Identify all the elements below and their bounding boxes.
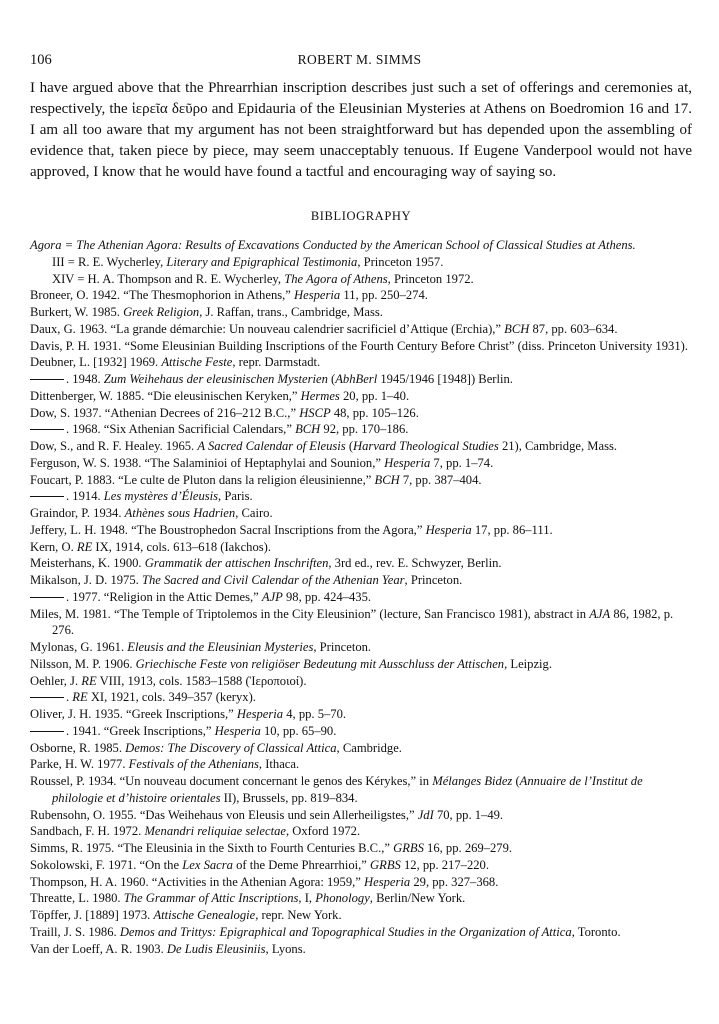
bibliography-entry: [30, 555, 692, 572]
entry-text: , I,: [298, 891, 316, 906]
bibliography-list: [30, 237, 692, 957]
entry-text: 98, pp. 424–435.: [282, 589, 372, 604]
italic-title: Hesperia: [236, 707, 284, 721]
bibliography-entry: [30, 840, 692, 857]
bibliography-entry: [30, 522, 692, 539]
italic-title: Demos and Trittys: Epigraphical and Topographical Studies in the Organization of Attica: [119, 924, 572, 939]
entry-text: 21), Cambridge, Mass.: [498, 439, 618, 453]
entry-text: 17, pp. 86–111.: [471, 522, 553, 537]
italic-title: Attische Genealogie: [153, 908, 256, 922]
entry-text: 10, pp. 65–90.: [260, 723, 337, 738]
bibliography-entry: [30, 405, 692, 422]
entry-text: Mylonas, G. 1961.: [30, 640, 128, 654]
bibliography-entry: [30, 773, 692, 807]
entry-text: , Cambridge.: [336, 740, 402, 755]
italic-title: AbhBerl: [335, 372, 378, 386]
italic-title: BCH: [295, 422, 321, 437]
entry-text: , repr. New York.: [255, 908, 342, 922]
entry-text: Parke, H. W. 1977.: [30, 757, 129, 772]
bibliography-entry: [30, 589, 692, 606]
entry-text: Dittenberger, W. 1885. “Die eleusinischen Keryken,”: [30, 388, 301, 403]
entry-text: , Leipzig.: [504, 656, 553, 671]
entry-text: , Cairo.: [235, 506, 273, 520]
entry-text: 29, pp. 327–368.: [410, 874, 499, 889]
bibliography-subentry: [30, 271, 692, 288]
running-head: [30, 52, 689, 72]
italic-title: Menandri reliquiae selectae: [144, 824, 286, 839]
ditto-dash: [30, 727, 66, 737]
bibliography-entry: [30, 321, 692, 338]
entry-text: , Princeton.: [404, 573, 463, 587]
italic-title: HSCP: [299, 405, 331, 420]
italic-title: The Agora of Athens: [284, 271, 388, 286]
italic-title: Hesperia: [384, 455, 431, 470]
entry-text: . 1948.: [66, 372, 104, 386]
entry-text: , Paris.: [218, 489, 253, 504]
entry-text: 16, pp. 269–279.: [423, 841, 513, 855]
bibliography-entry: [30, 874, 692, 891]
entry-text: . 1968. “Six Athenian Sacrificial Calendars,”: [66, 422, 296, 437]
entry-text: , Lyons.: [265, 941, 306, 956]
italic-title: Annuaire de l’Institut de philologie et d’histoire orientales: [52, 774, 643, 805]
italic-title: Hermes: [300, 388, 340, 403]
italic-title: A Sacred Calendar of Eleusis: [197, 439, 346, 453]
bibliography-entry: [30, 572, 692, 589]
entry-text: , J. Raffan, trans., Cambridge, Mass.: [199, 305, 383, 319]
entry-text: Burkert, W. 1985.: [30, 305, 124, 319]
italic-title: Attische Feste: [161, 355, 233, 370]
bibliography-entry: [30, 673, 692, 690]
entry-text: Rubensohn, O. 1955. “Das Weihehaus von Eleusis und sein Allerheiligstes,”: [30, 807, 418, 822]
entry-text: Davis, P. H. 1931. “Some Eleusinian Building Inscriptions of the Fourth Century Before Christ” (diss. Princeton University 1931).: [30, 338, 688, 353]
entry-text: Threatte, L. 1980.: [30, 891, 124, 906]
entry-text: , Ithaca.: [258, 757, 300, 772]
ditto-dash: [30, 593, 66, 603]
bibliography-entry: [30, 639, 692, 656]
italic-title: Festivals of the Athenians: [128, 757, 259, 772]
bibliography-entry: [30, 890, 692, 907]
entry-text: Foucart, P. 1883. “Le culte de Pluton dans la religion éleusinienne,”: [30, 472, 375, 487]
entry-text: Dow, S. 1937. “Athenian Decrees of 216–212 B.C.,”: [30, 405, 300, 420]
entry-text: XI, 1921, cols. 349–357 (keryx).: [87, 690, 256, 705]
bibliography-entry: [30, 505, 692, 522]
entry-text: IX, 1914, cols. 613–618 (Iakchos).: [92, 539, 271, 554]
bibliography-entry: [30, 438, 692, 455]
bibliography-entry: [30, 740, 692, 757]
bibliography-entry: [30, 689, 692, 706]
italic-title: RE: [72, 690, 88, 705]
entry-text: 92, pp. 170–186.: [320, 422, 409, 437]
entry-text: . 1941. “Greek Inscriptions,”: [66, 723, 215, 738]
ditto-dash: [30, 425, 66, 435]
bibliography-entry: [30, 606, 692, 640]
italic-title: Zum Weihehaus der eleusinischen Mysterien: [103, 372, 328, 386]
italic-title: Lex Sacra: [182, 857, 233, 872]
italic-title: Mélanges Bidez: [432, 774, 513, 788]
entry-text: 7, pp. 1–74.: [430, 455, 494, 470]
entry-text: .: [66, 690, 73, 705]
bibliography-entry: [30, 924, 692, 941]
italic-title: Grammatik der attischen Inschriften: [144, 556, 329, 571]
entry-text: Thompson, H. A. 1960. “Activities in the Athenian Agora: 1959,”: [30, 874, 365, 889]
italic-title: Les mystères d’Éleusis: [103, 489, 219, 504]
ditto-dash: [30, 492, 66, 502]
italic-title: GRBS: [393, 841, 424, 855]
italic-title: RE: [81, 673, 97, 688]
italic-title: The Grammar of Attic Inscriptions: [123, 891, 299, 906]
bibliography-entry: [30, 706, 692, 723]
italic-title: Harvard Theological Studies: [353, 439, 499, 453]
entry-text: Jeffery, L. H. 1948. “The Boustrophedon Sacral Inscriptions from the Agora,”: [30, 522, 426, 537]
italic-title: JdI: [417, 807, 434, 822]
entry-text: (: [327, 372, 336, 386]
bibliography-entry: [30, 237, 692, 254]
italic-title: Hesperia: [425, 522, 472, 537]
entry-text: 4, pp. 5–70.: [283, 707, 347, 721]
entry-text: (: [345, 439, 354, 453]
italic-title: GRBS: [370, 857, 401, 872]
italic-title: Eleusis and the Eleusinian Mysteries: [127, 640, 314, 654]
entry-text: 12, pp. 217–220.: [400, 857, 489, 872]
entry-text: Daux, G. 1963. “La grande démarchie: Un nouveau calendrier sacrificiel d’Attique (Erchia),”: [30, 321, 505, 336]
entry-text: Mikalson, J. D. 1975.: [30, 573, 142, 587]
entry-text: 1945/1946 [1948]) Berlin.: [377, 372, 513, 386]
entry-text: , Princeton.: [313, 640, 372, 654]
italic-title: Literary and Epigraphical Testimonia: [166, 254, 358, 269]
bibliography-entry: [30, 455, 692, 472]
italic-title: Greek Religion: [123, 305, 200, 319]
bibliography-entry: [30, 388, 692, 405]
entry-text: 87, pp. 603–634.: [529, 321, 618, 336]
entry-text: . 1977. “Religion in the Attic Demes,”: [66, 589, 262, 604]
bibliography-heading: BIBLIOGRAPHY: [310, 209, 412, 223]
bibliography-entry: [30, 354, 692, 371]
bibliography-entry: [30, 421, 692, 438]
entry-text: Oehler, J.: [30, 673, 82, 688]
entry-text: 48, pp. 105–126.: [330, 405, 419, 420]
entry-text: Roussel, P. 1934. “Un nouveau document concernant le genos des Kérykes,” in: [30, 774, 433, 788]
bibliography-entry: [30, 907, 692, 924]
entry-text: Graindor, P. 1934.: [30, 506, 125, 520]
entry-text: XIV = H. A. Thompson and R. E. Wycherley,: [52, 271, 285, 286]
entry-text: Meisterhans, K. 1900.: [30, 556, 145, 571]
entry-text: II), Brussels, pp. 819–834.: [220, 790, 358, 805]
ditto-dash: [30, 375, 66, 385]
bibliography-entry: [30, 539, 692, 556]
italic-title: Demos: The Discovery of Classical Attica: [125, 740, 337, 755]
italic-title: Agora = The Athenian Agora: Results of Excavations Conducted by the American School of Classical Studies at Athens.: [30, 238, 636, 252]
page-number: 106: [30, 52, 52, 68]
italic-title: De Ludis Eleusiniis: [166, 941, 266, 956]
entry-text: , Princeton 1972.: [387, 271, 474, 286]
entry-text: Osborne, R. 1985.: [30, 740, 126, 755]
bibliography-entry: [30, 304, 692, 321]
bibliography-entry: [30, 857, 692, 874]
entry-text: Broneer, O. 1942. “The Thesmophorion in Athens,”: [30, 288, 295, 303]
entry-text: III = R. E. Wycherley,: [52, 254, 167, 269]
italic-title: AJP: [261, 589, 283, 604]
entry-text: (: [512, 774, 520, 788]
entry-text: Nilsson, M. P. 1906.: [30, 656, 136, 671]
entry-text: Simms, R. 1975. “The Eleusinia in the Sixth to Fourth Centuries B.C.,”: [30, 841, 394, 855]
italic-title: The Sacred and Civil Calendar of the Athenian Year: [141, 573, 405, 587]
bibliography-entry: [30, 823, 692, 840]
entry-text: Miles, M. 1981. “The Temple of Triptolemos in the City Eleusinion” (lecture, San Francisco 1981), abstract in: [30, 606, 590, 621]
bibliography-entry: [30, 287, 692, 304]
entry-text: 86, 1982, p. 276.: [52, 606, 674, 638]
entry-text: Kern, O.: [30, 539, 77, 554]
entry-text: , Princeton 1957.: [357, 254, 444, 269]
running-title: ROBERT M. SIMMS: [297, 52, 422, 67]
bibliography-subentry: [30, 254, 692, 271]
bibliography-entry: [30, 338, 692, 355]
entry-text: , 3rd ed., rev. E. Schwyzer, Berlin.: [328, 556, 502, 571]
italic-title: Athènes sous Hadrien: [124, 506, 236, 520]
bibliography-entry: [30, 723, 692, 740]
entry-text: , Berlin/New York.: [369, 891, 466, 906]
entry-text: Traill, J. S. 1986.: [30, 924, 120, 939]
entry-text: 20, pp. 1–40.: [339, 388, 410, 403]
entry-text: Oliver, J. H. 1935. “Greek Inscriptions,”: [30, 707, 237, 721]
entry-text: Dow, S., and R. F. Healey. 1965.: [30, 439, 198, 453]
entry-text: Deubner, L. [1932] 1969.: [30, 355, 162, 370]
entry-text: 70, pp. 1–49.: [433, 807, 504, 822]
bibliography-entry: [30, 756, 692, 773]
italic-title: Hesperia: [364, 874, 411, 889]
entry-text: Van der Loeff, A. R. 1903.: [30, 941, 167, 956]
entry-text: 7, pp. 387–404.: [399, 472, 482, 487]
bibliography-entry: [30, 371, 692, 388]
bibliography-entry: [30, 807, 692, 824]
entry-text: Ferguson, W. S. 1938. “The Salaminioi of Heptaphylai and Sounion,”: [30, 455, 385, 470]
entry-text: , Toronto.: [571, 924, 621, 939]
italic-title: Hesperia: [214, 723, 261, 738]
ditto-dash: [30, 693, 66, 703]
concluding-paragraph: I have argued above that the Phrearrhian inscription describes just such a set of offerings and ceremonies at, respectively, the ἱερεῖα δεῦρο and Epidauria of the Eleusinian Mysteries at Athens on Boedromion 16 and 17. I am all too aware that my argument has not been straightforward but has depended upon the assembling of evidence that, taken piece by piece, may seem unacceptably tenuous. If Eugene Vanderpool would not have approved, I know that he would have found a tactful and encouraging way of saying so.: [30, 80, 692, 180]
bibliography-entry: [30, 488, 692, 505]
bibliography-entry: [30, 472, 692, 489]
italic-title: Hesperia: [294, 288, 341, 303]
entry-text: VIII, 1913, cols. 1583–1588 (Ἱεροποιοί).: [96, 673, 307, 688]
entry-text: Töpffer, J. [1889] 1973.: [30, 908, 154, 922]
entry-text: 11, pp. 250–274.: [340, 288, 428, 303]
italic-title: AJA: [589, 606, 611, 621]
italic-title: BCH: [374, 472, 400, 487]
entry-text: . 1914.: [66, 489, 104, 504]
bibliography-entry: [30, 656, 692, 673]
entry-text: , repr. Darmstadt.: [232, 355, 321, 370]
entry-text: Sokolowski, F. 1971. “On the: [30, 857, 183, 872]
italic-title: Griechische Feste von religiöser Bedeutung mit Ausschluss der Attischen: [135, 656, 505, 671]
italic-title: RE: [76, 539, 93, 554]
entry-text: Sandbach, F. H. 1972.: [30, 824, 145, 839]
bibliography-entry: [30, 941, 692, 958]
entry-text: , Oxford 1972.: [285, 824, 361, 839]
italic-title: Phonology: [315, 891, 370, 906]
italic-title: BCH: [504, 321, 530, 336]
entry-text: of the Deme Phrearrhioi,”: [232, 857, 371, 872]
